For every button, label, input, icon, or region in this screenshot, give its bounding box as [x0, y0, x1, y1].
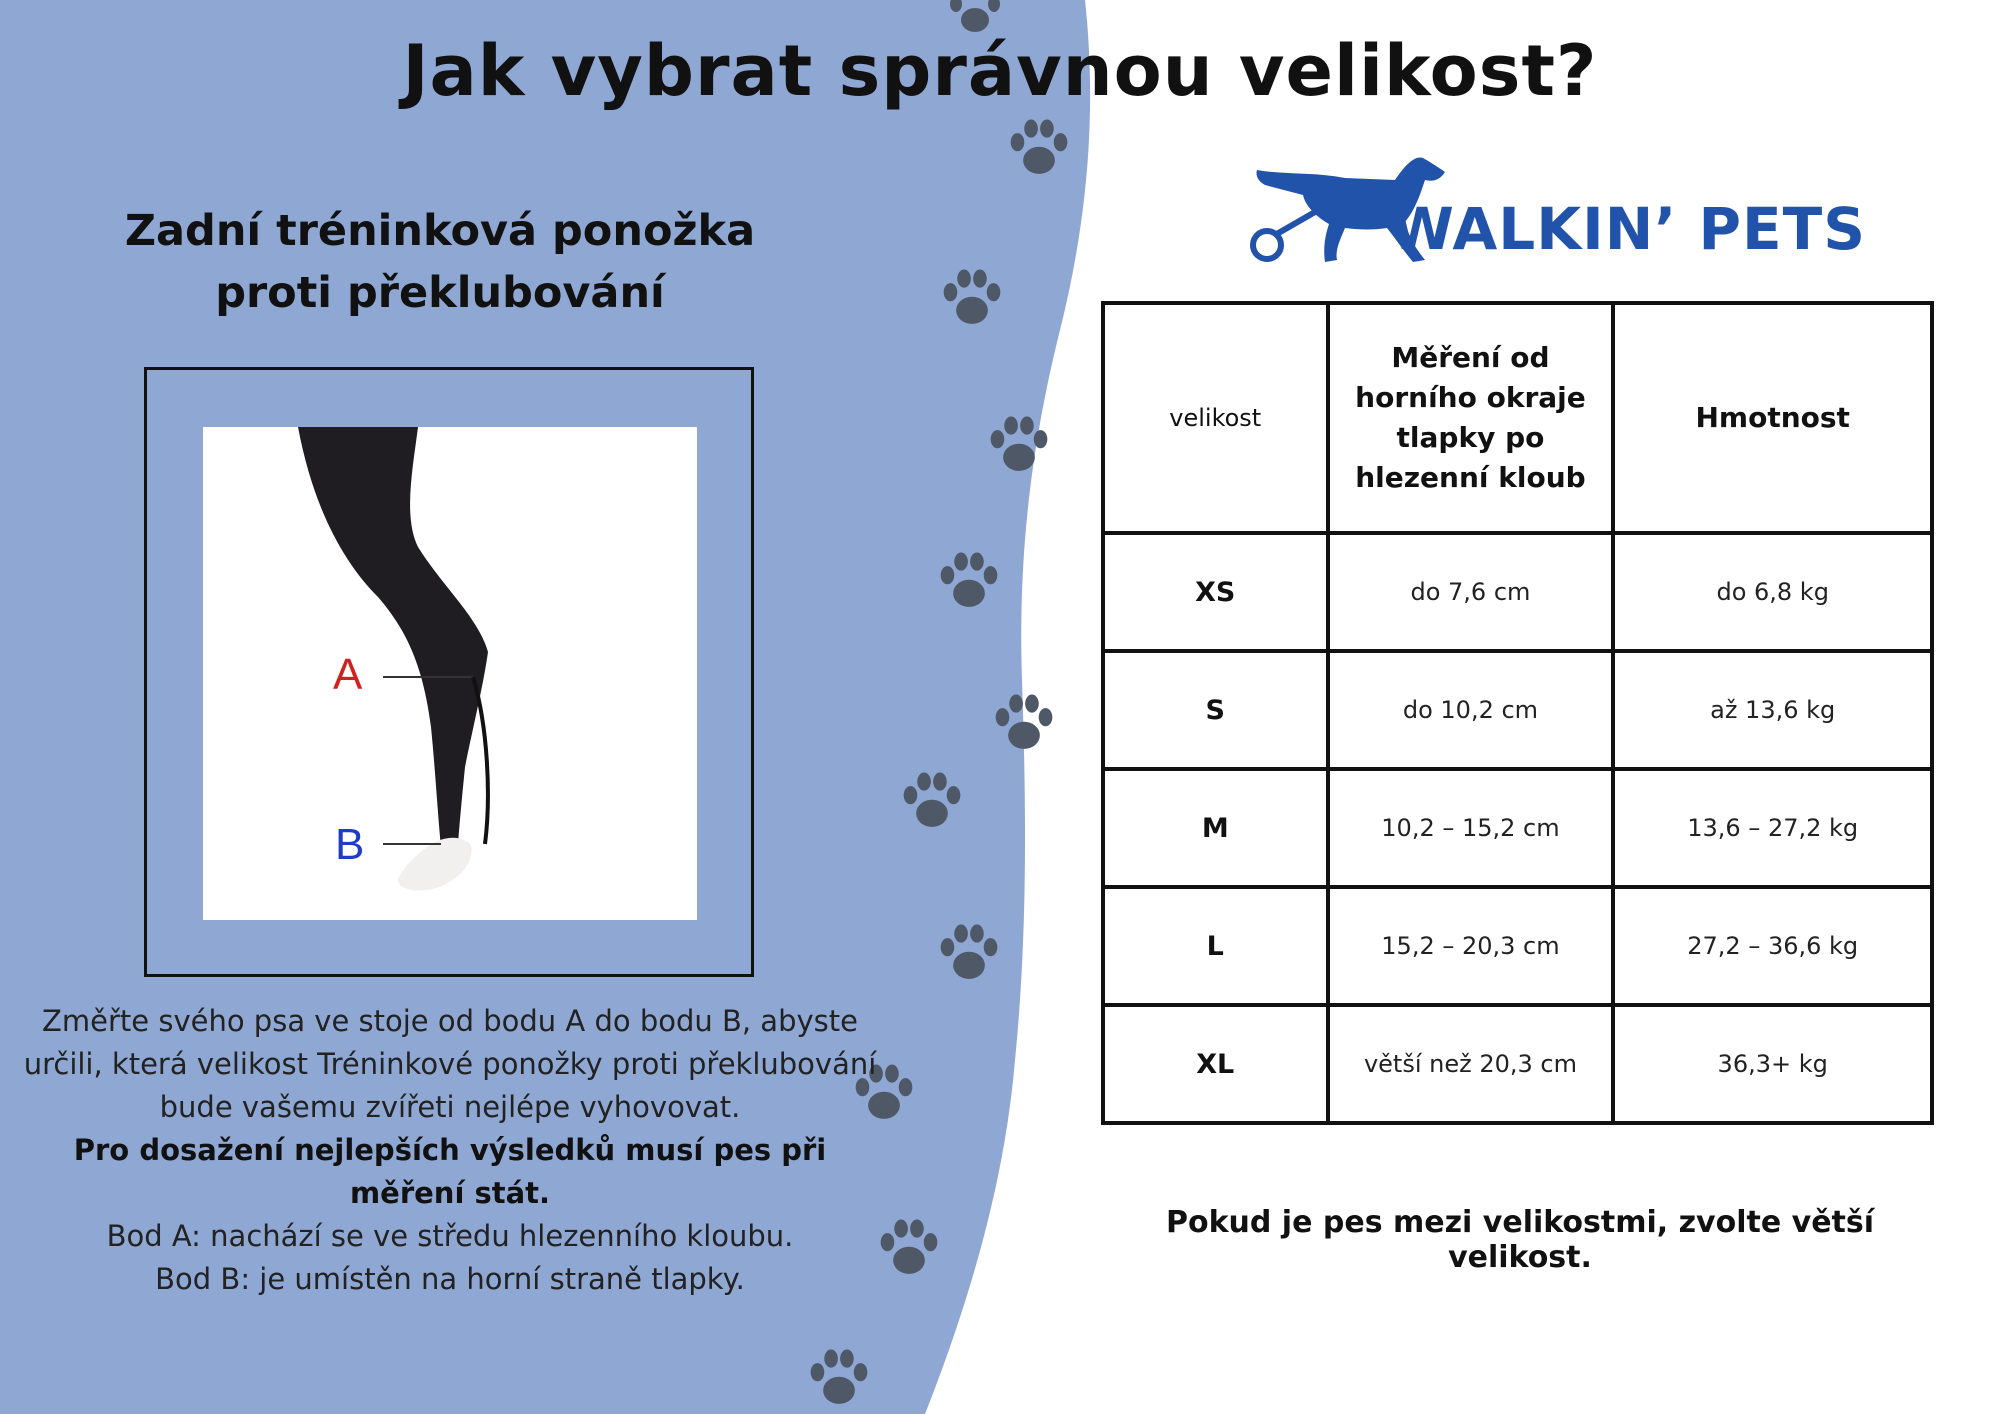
size-cell: S	[1103, 651, 1328, 769]
size-tip: Pokud je pes mezi velikostmi, zvolte větší velikost.	[1165, 1205, 1875, 1275]
point-a-label: A	[333, 650, 363, 699]
weight-cell: 13,6 – 27,2 kg	[1613, 769, 1932, 887]
table-header-row	[1103, 303, 1932, 533]
measurement-cell: do 10,2 cm	[1328, 651, 1614, 769]
product-title	[80, 200, 800, 324]
paw-print-icon	[805, 1345, 873, 1413]
size-table	[1101, 301, 1934, 1125]
size-cell: XL	[1103, 1005, 1328, 1123]
paw-print-icon	[990, 690, 1058, 758]
paw-print-icon	[1005, 115, 1073, 183]
table-row	[1103, 651, 1932, 769]
paw-print-icon	[938, 265, 1006, 333]
instructions-bold-note: Pro dosažení nejlepších výsledků musí pes při měření stát.	[73, 1133, 827, 1210]
point-b-label: B	[335, 820, 365, 869]
point-b-description: Bod B: je umístěn na horní straně tlapky.	[155, 1262, 745, 1296]
header-size: velikost	[1103, 303, 1328, 533]
product-title-line-1: Zadní tréninková ponožka	[124, 206, 756, 256]
weight-cell: 27,2 – 36,6 kg	[1613, 887, 1932, 1005]
measurement-cell: 10,2 – 15,2 cm	[1328, 769, 1614, 887]
table-row	[1103, 1005, 1932, 1123]
size-cell: M	[1103, 769, 1328, 887]
table-row	[1103, 887, 1932, 1005]
paw-print-icon	[875, 1215, 943, 1283]
paw-print-icon	[935, 548, 1003, 616]
paw-print-icon	[935, 920, 1003, 988]
page-title: Jak vybrat správnou velikost?	[402, 30, 1598, 112]
measurement-cell: 15,2 – 20,3 cm	[1328, 887, 1614, 1005]
product-title-line-2: proti překlubování	[215, 268, 665, 318]
paw-print-icon	[985, 412, 1053, 480]
weight-cell: do 6,8 kg	[1613, 533, 1932, 651]
instructions-text: Změřte svého psa ve stoje od bodu A do bodu B, abyste určili, která velikost Tréninkové ponožky proti překlubování bude vašemu zvířeti nejlépe vyhovovat.	[23, 1004, 877, 1124]
size-cell: L	[1103, 887, 1328, 1005]
point-a-description: Bod A: nachází se ve středu hlezenního kloubu.	[106, 1219, 794, 1253]
table-row	[1103, 533, 1932, 651]
header-measurement: Měření od horního okraje tlapky po hlezenní kloub	[1328, 303, 1614, 533]
measurement-cell: do 7,6 cm	[1328, 533, 1614, 651]
table-row	[1103, 769, 1932, 887]
measurement-instructions	[20, 1000, 880, 1301]
weight-cell: až 13,6 kg	[1613, 651, 1932, 769]
weight-cell: 36,3+ kg	[1613, 1005, 1932, 1123]
dog-leg-photo	[203, 427, 697, 920]
measurement-cell: větší než 20,3 cm	[1328, 1005, 1614, 1123]
dog-leg-illustration	[203, 427, 697, 920]
paw-print-icon	[898, 768, 966, 836]
walkin-pets-logo-text: WALKIN’ PETS	[1390, 195, 1866, 263]
size-cell: XS	[1103, 533, 1328, 651]
header-weight: Hmotnost	[1613, 303, 1932, 533]
